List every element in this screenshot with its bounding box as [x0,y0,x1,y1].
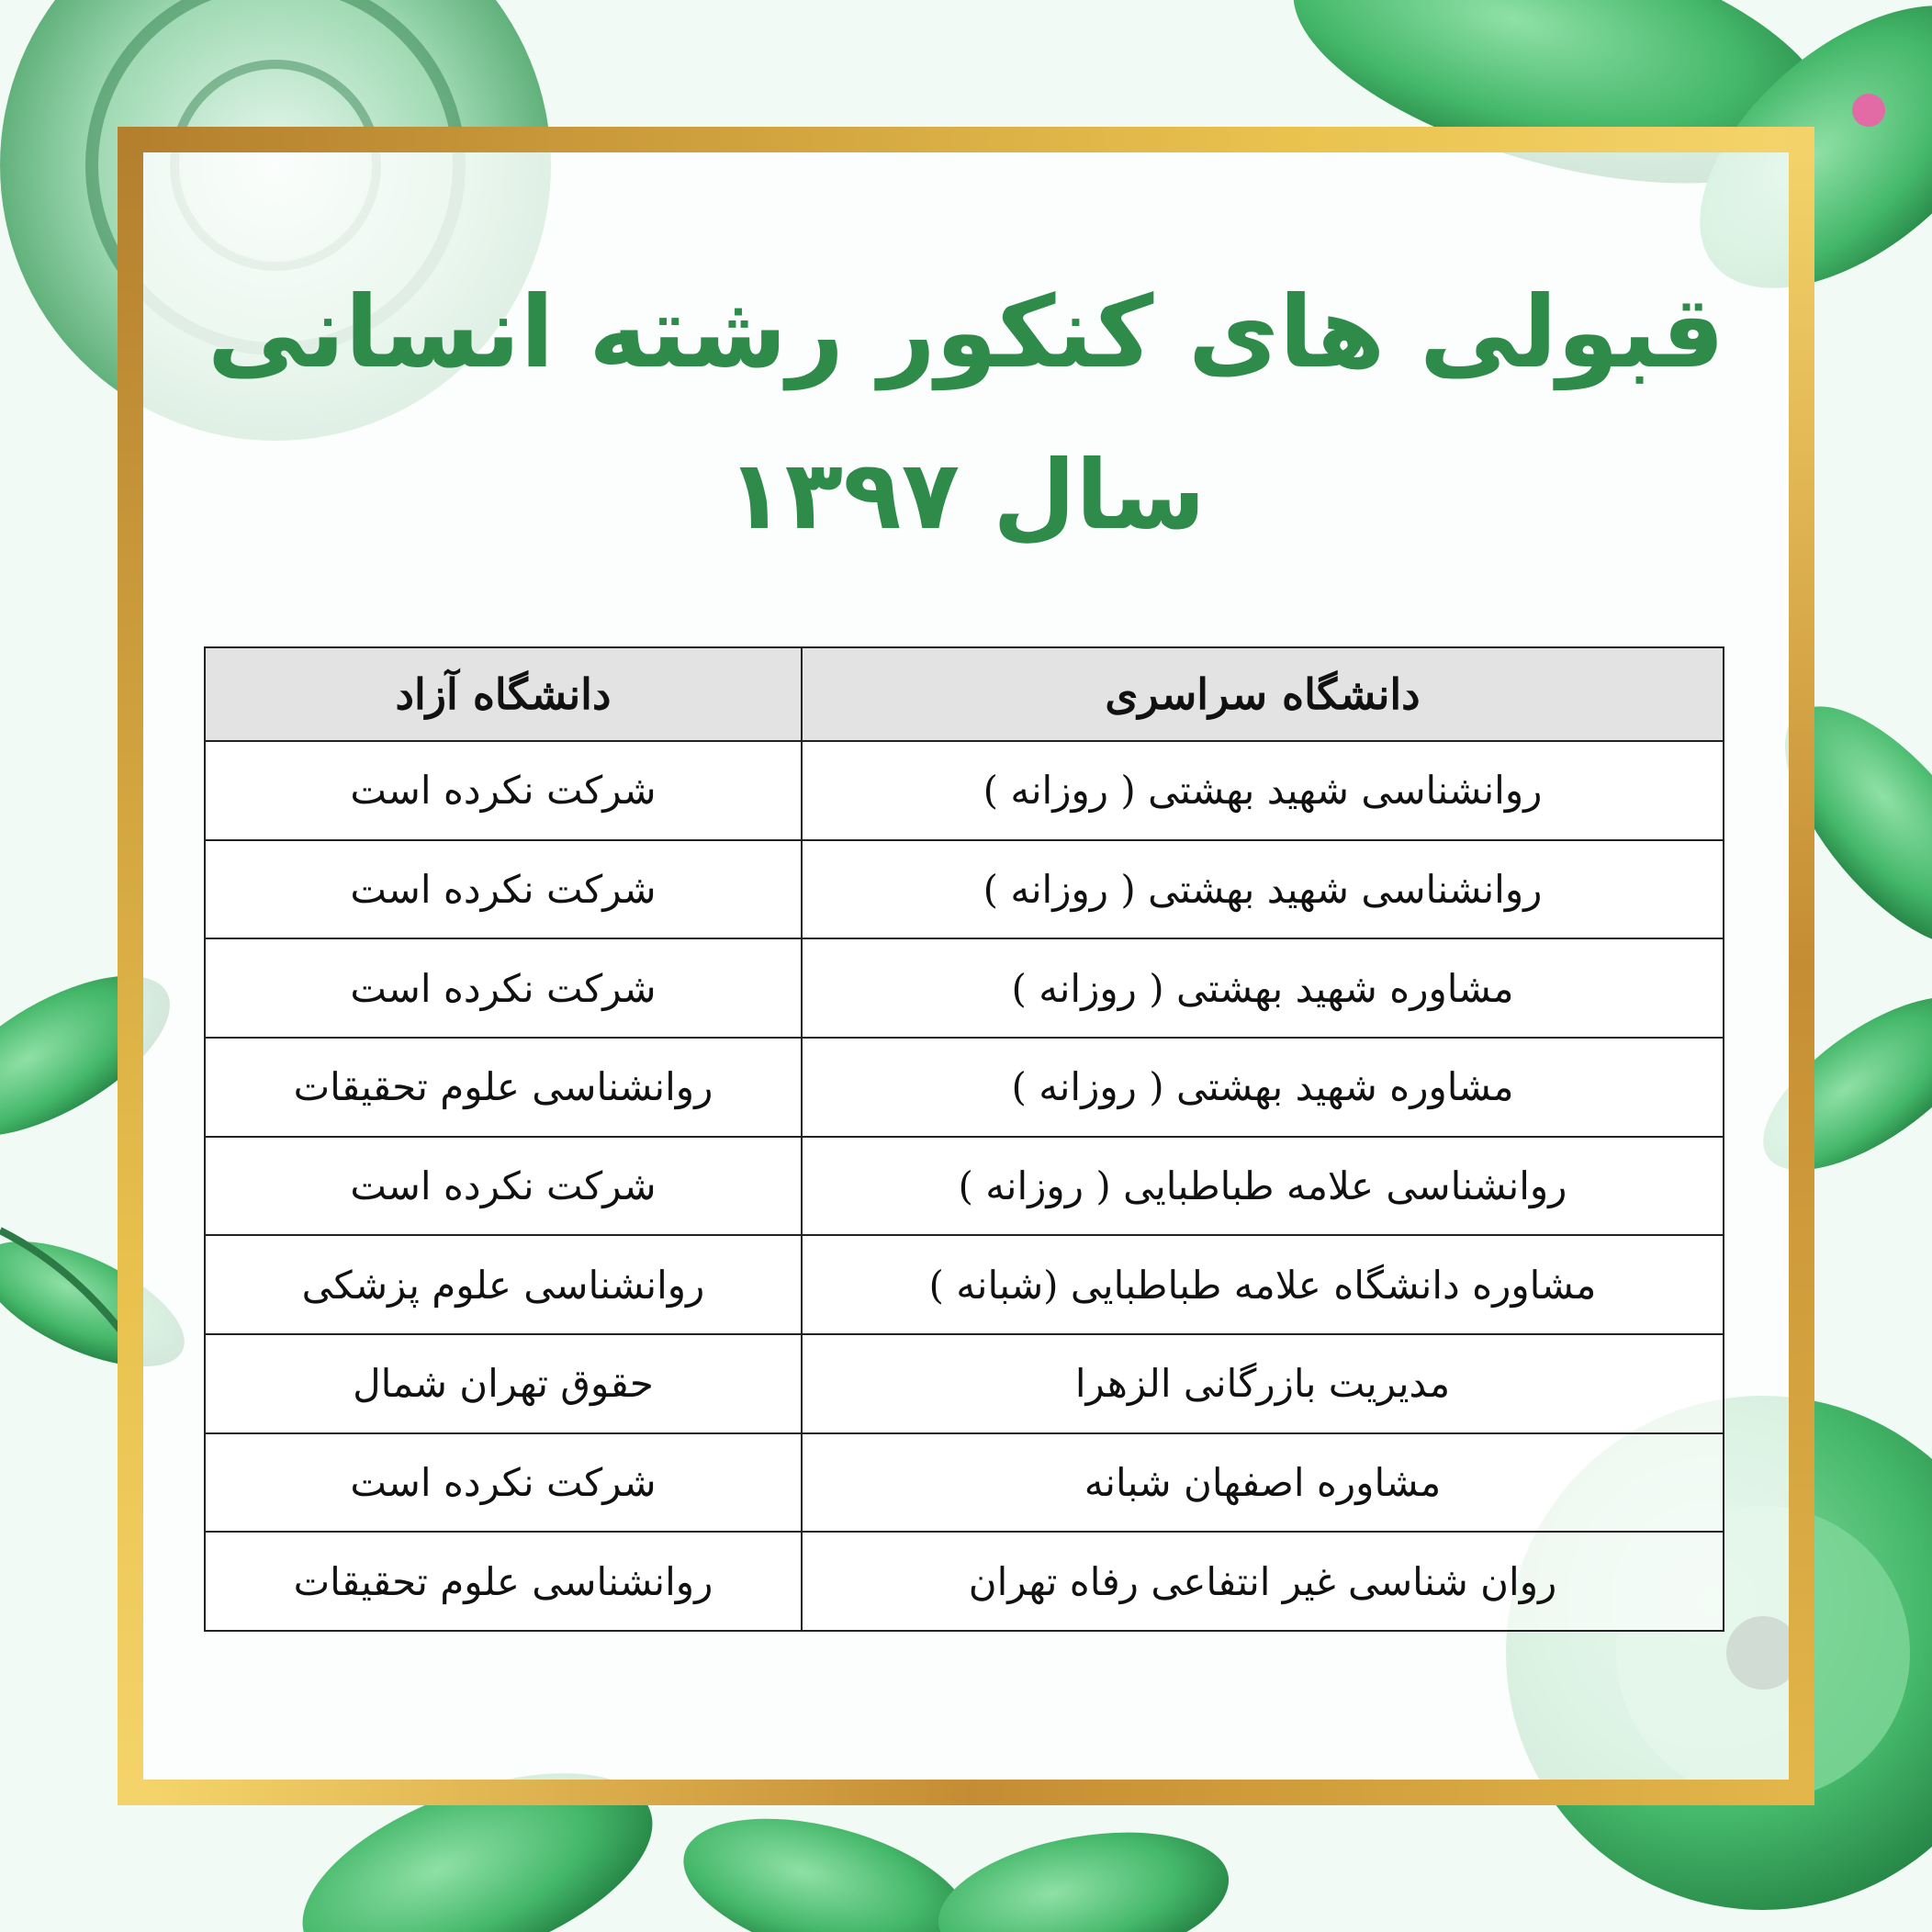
table-row [205,741,1724,840]
admissions-table [204,646,1724,1632]
cell-azad: حقوق تهران شمال [205,1334,802,1433]
cell-national: مشاوره شهید بهشتی ( روزانه ) [802,938,1724,1038]
table-row [205,1433,1724,1533]
table-row [205,1137,1724,1236]
page-subtitle-year: سال ۱۳۹۷ [726,439,1206,551]
table-row [205,1038,1724,1137]
cell-national: مشاوره اصفهان شبانه [802,1433,1724,1533]
cell-azad: روانشناسی علوم تحقیقات [205,1038,802,1137]
table-row [205,840,1724,939]
cell-national: روانشناسی شهید بهشتی ( روزانه ) [802,741,1724,840]
cell-azad: روانشناسی علوم پزشکی [205,1235,802,1334]
table-header-row [205,647,1724,741]
cell-national: مشاوره دانشگاه علامه طباطبایی (شبانه ) [802,1235,1724,1334]
header-azad-university: دانشگاه آزاد [205,647,802,741]
table-row [205,938,1724,1038]
cell-azad: روانشناسی علوم تحقیقات [205,1532,802,1631]
cell-national: روان شناسی غیر انتفاعی رفاه تهران [802,1532,1724,1631]
cell-national: روانشناسی شهید بهشتی ( روزانه ) [802,840,1724,939]
cell-azad: شرکت نکرده است [205,1433,802,1533]
table-row [205,1235,1724,1334]
cell-azad: شرکت نکرده است [205,741,802,840]
header-national-university: دانشگاه سراسری [802,647,1724,741]
table-row [205,1334,1724,1433]
cell-national: روانشناسی علامه طباطبایی ( روزانه ) [802,1137,1724,1236]
cell-national: مدیریت بازرگانی الزهرا [802,1334,1724,1433]
cell-azad: شرکت نکرده است [205,840,802,939]
page-title: قبولی های کنکور رشته انسانی [207,275,1725,390]
cell-azad: شرکت نکرده است [205,938,802,1038]
cell-azad: شرکت نکرده است [205,1137,802,1236]
table-row [205,1532,1724,1631]
cell-national: مشاوره شهید بهشتی ( روزانه ) [802,1038,1724,1137]
